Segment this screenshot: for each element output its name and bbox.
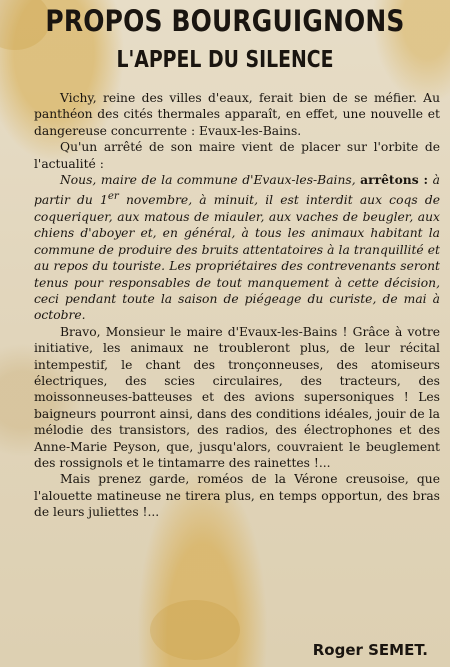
decree-body: novembre, à minuit, il est interdit aux coqs de coqueriquer, aux matous de miauler, aux vaches de beugler, aux chiens d'aboyer et, en général, à tous les animaux habitant la commune de produire des bruits attentatoires à la tranquillité et au repos du touriste. Les propriétaires des contrevenants seront tenus pour responsables de tout manquement à cette décision, ceci pendant toute la saison de piégeage du curiste, de mai à octobre. <box>34 193 440 323</box>
article-headline: L'APPEL DU SILENCE <box>116 47 334 73</box>
author-signature: Roger SEMET. <box>312 641 428 659</box>
paragraph-intro: Vichy, reine des villes d'eaux, ferait bien de se méfier. Au panthéon des cités thermales apparaît, en effet, une nouvelle et dangereuse concurrente : Evaux-les-Bains. <box>34 91 440 138</box>
paragraph-decree <box>34 172 440 324</box>
decree-date-prefix: à partir du 1 <box>34 173 440 208</box>
decree-keyword: arrêtons : <box>360 172 429 188</box>
paper-stain <box>150 600 240 660</box>
paragraph-warning: Mais prenez garde, roméos de la Vérone creusoise, que l'alouette matineuse ne tirera plus, en temps opportun, des bras de leurs juliettes !... <box>34 472 440 520</box>
paragraph-orbit: Qu'un arrêté de son maire vient de placer sur l'orbite de l'actualité : <box>34 140 440 171</box>
article-header <box>0 0 450 75</box>
article-body <box>34 90 440 521</box>
paragraph-bravo: Bravo, Monsieur le maire d'Evaux-les-Bains ! Grâce à votre initiative, les animaux ne troubleront plus, de leur récital intempestif, le chant des tronçonneuses, des atomiseurs électriques, des scies circulaires, des tracteurs, des moissonneuses-batteuses et des avions supersoniques ! Les baigneurs pourront ainsi, dans des conditions idéales, jouir de la mélodie des transistors, des radios, des électrophones et des Anne-Marie Peyson, que, jusqu'alors, couvraient le beuglement des rossignols et le tintamarre des rainettes !... <box>34 324 440 471</box>
decree-date-sup: er <box>107 190 119 203</box>
decree-lead: Nous, maire de la commune d'Evaux-les-Bains, <box>60 173 356 188</box>
column-masthead: PROPOS BOURGUIGNONS <box>45 4 405 38</box>
